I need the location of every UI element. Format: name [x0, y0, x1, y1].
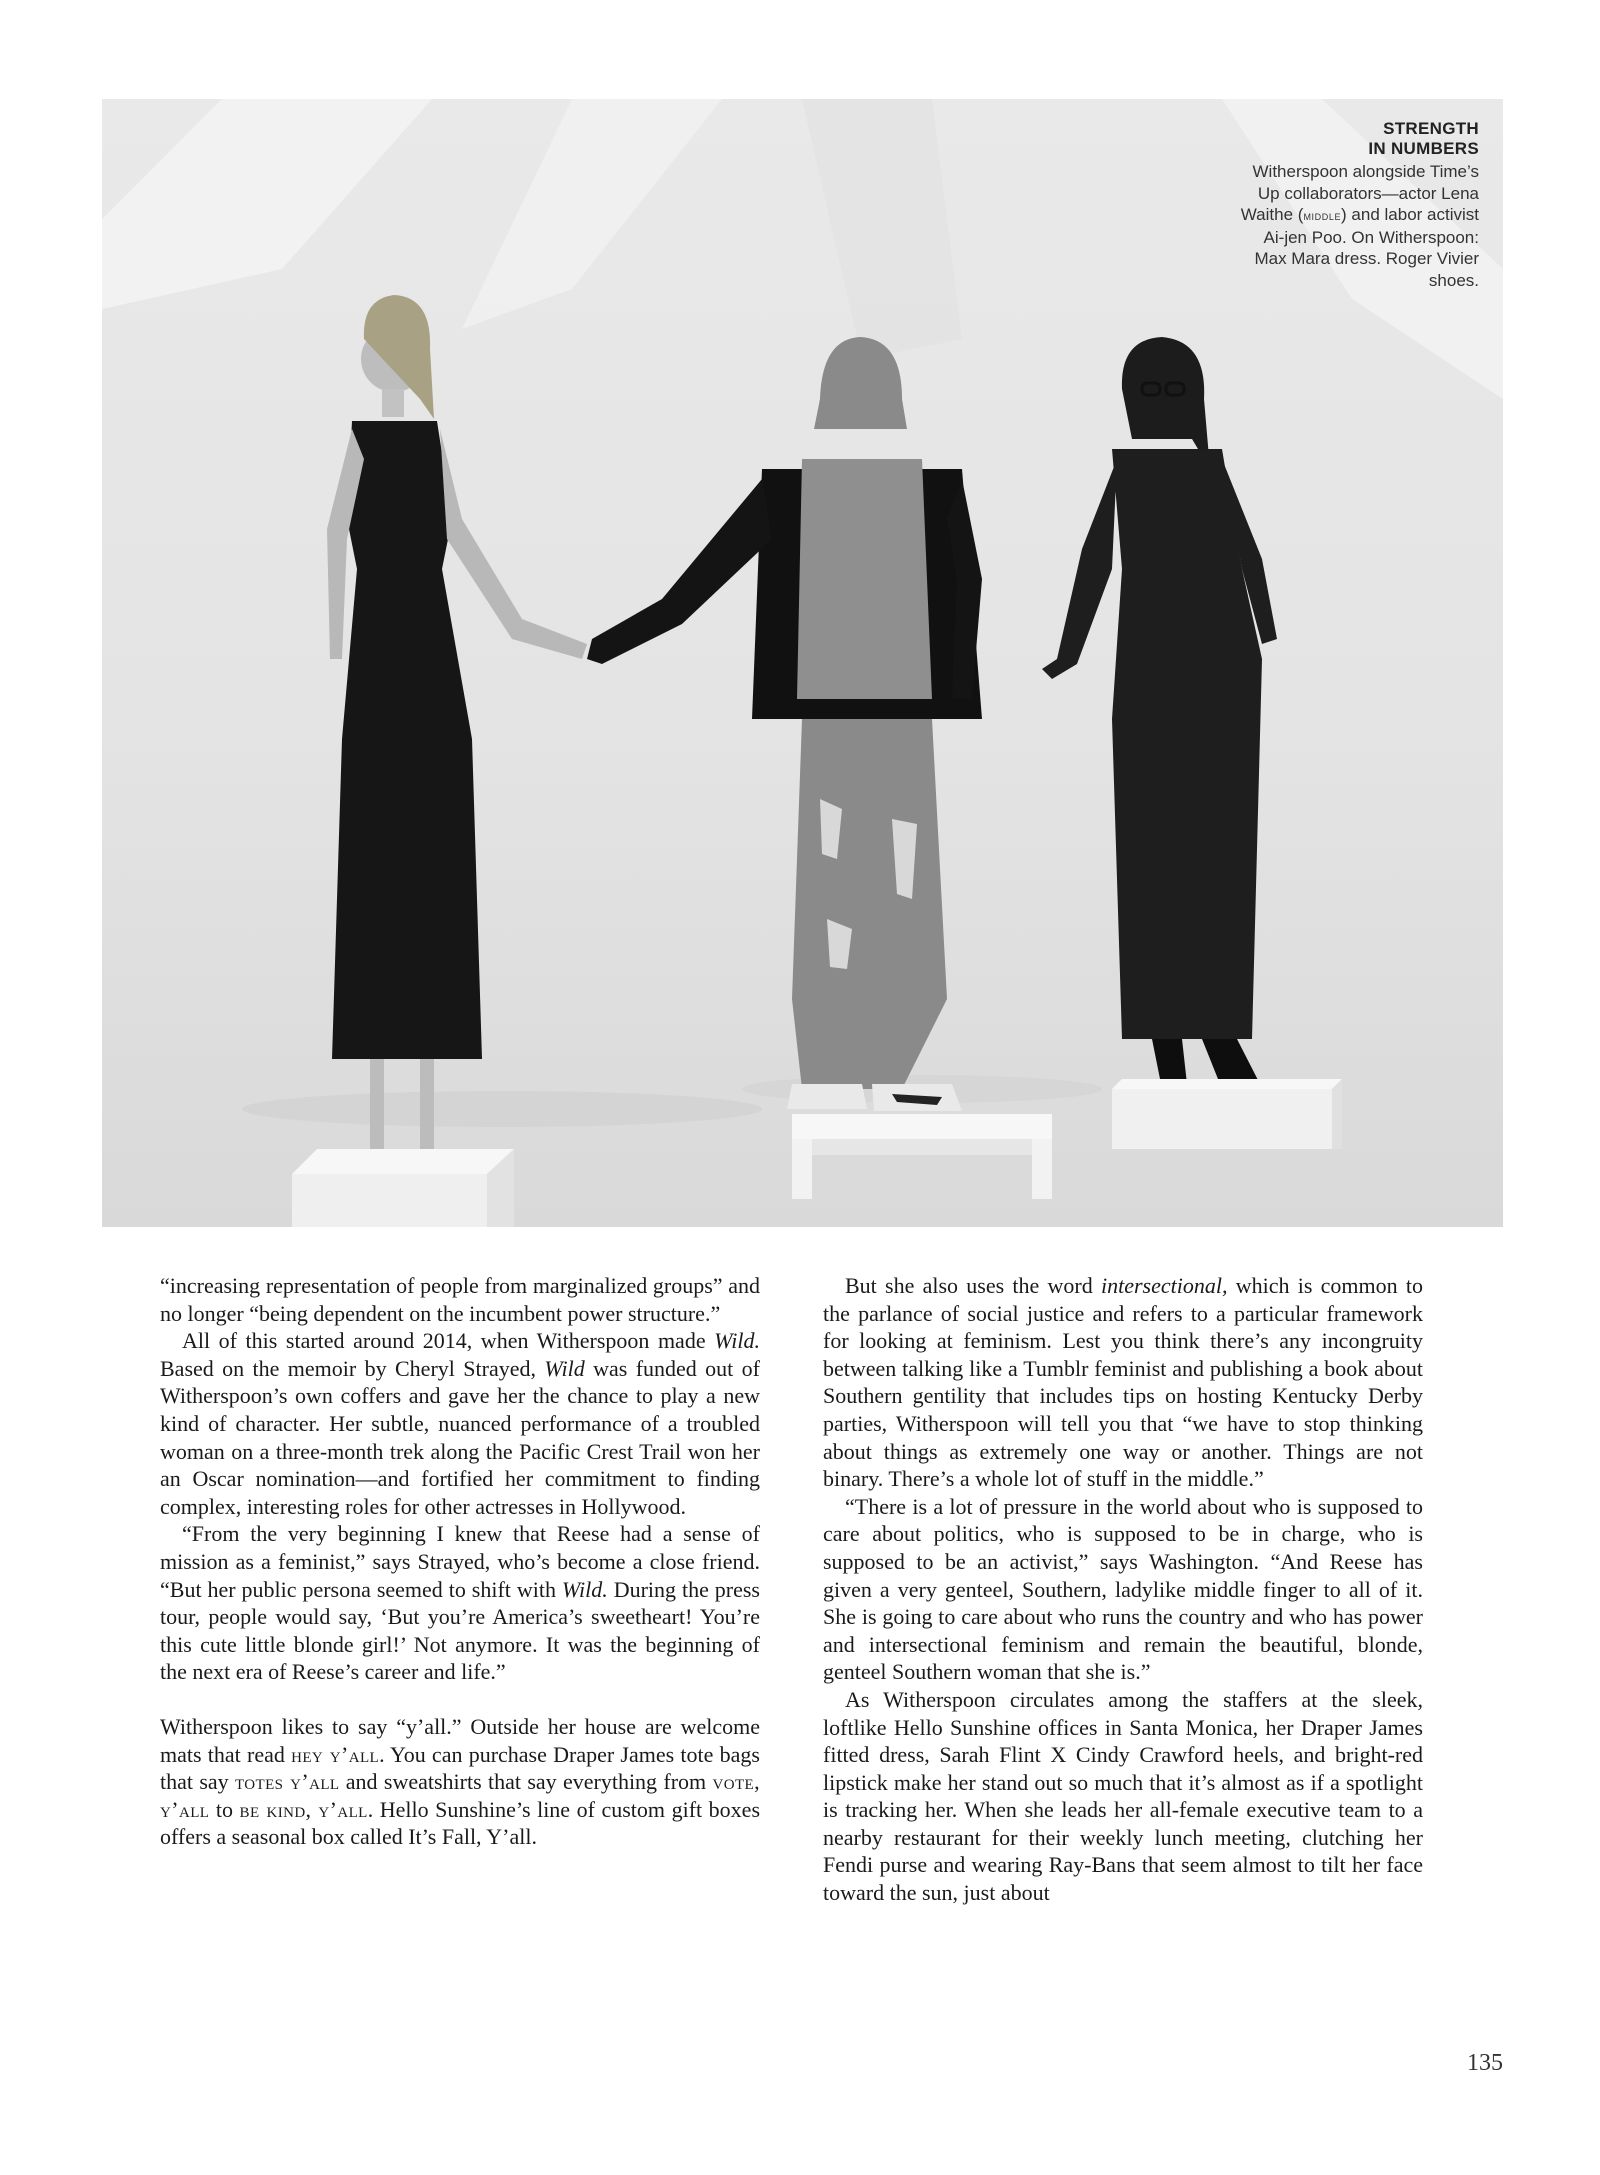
- right-p1-text-a: But she also uses the word: [845, 1273, 1101, 1298]
- feature-photo: [102, 99, 1503, 1227]
- caption-title-line2: IN NUMBERS: [1368, 139, 1479, 158]
- caption-title: [1239, 119, 1479, 159]
- photo-caption: [1239, 119, 1479, 291]
- caption-text-part1: Witherspoon alongside Time’s Up collaborators—actor Lena Waithe (: [1240, 162, 1479, 224]
- right-paragraph-1: [823, 1272, 1423, 1493]
- caption-middle: middle: [1303, 208, 1342, 223]
- left-paragraph-3: [160, 1520, 760, 1686]
- caption-text-part2: ) and labor activist Ai-jen Poo. On Witherspoon: Max Mara dress. Roger Vivier shoes.: [1254, 205, 1479, 290]
- left-p2-text-c: was funded out of Witherspoon’s own coffers and gave her the chance to play a new kind of character. Her subtle, nuanced performance of a troubled woman on a three-month trek along the Pacific Crest Trail won her an Oscar nomination—and fortified her commitment to finding complex, interesting roles for other actresses in Hollywood.: [160, 1355, 760, 1519]
- left-p3-italic-wild: Wild.: [561, 1576, 608, 1602]
- left-paragraph-4: [160, 1713, 760, 1851]
- small-caps-totes-yall: totes y’all: [235, 1769, 340, 1795]
- left-p4-text-b: . You can purchase Draper James tote bags that say: [160, 1741, 760, 1795]
- right-p1-italic-intersectional: intersectional,: [1101, 1273, 1228, 1298]
- figure-middle: [587, 337, 1052, 1199]
- left-p4-text-e: . Hello Sunshine’s line of custom gift boxes offers a seasonal box called It’s Fall, Y’all.: [160, 1796, 761, 1850]
- left-column: [160, 1272, 760, 1851]
- left-paragraph-1: “increasing representation of people from marginalized groups” and no longer “being dependent on the incumbent power structure.”: [160, 1273, 760, 1326]
- right-column: [823, 1272, 1423, 1907]
- left-p2-italic-wild-2: Wild: [544, 1355, 585, 1381]
- small-caps-vote-yall: vote, y’all: [160, 1769, 760, 1822]
- right-p1-text-b: which is common to the parlance of social justice and refers to a particular framework for looking at feminism. Lest you think there’s any incongruity between talking like a Tumblr feminist and publishing a book about Southern gentility that includes tips on hosting Kentucky Derby parties, Witherspoon will tell you that “we have to stop thinking about things as extremely one way or another. Things are not binary. There’s a whole lot of stuff in the middle.”: [823, 1273, 1423, 1492]
- figure-right: [1042, 337, 1342, 1149]
- left-p2-italic-wild-1: Wild.: [714, 1328, 760, 1354]
- left-p3-text-a: “From the very beginning I knew that Reese had a sense of mission as a feminist,” says Strayed, who’s become a close friend. “But her public persona seemed to shift with: [160, 1521, 760, 1602]
- left-p2-text-b: Based on the memoir by Cheryl Strayed,: [160, 1355, 545, 1381]
- small-caps-be-kind-yall: be kind, y’all: [239, 1796, 368, 1822]
- caption-title-line1: STRENGTH: [1383, 119, 1479, 138]
- left-p4-text-c: and sweatshirts that say everything from: [339, 1769, 713, 1795]
- figure-left: [292, 295, 587, 1227]
- left-p3-text-b: During the press tour, people would say, ‘But you’re America’s sweetheart! You’re this cute little blonde girl!’ Not anymore. It was the beginning of the next era of Reese’s career and life.”: [160, 1576, 760, 1685]
- right-paragraph-3: As Witherspoon circulates among the staffers at the sleek, loftlike Hello Sunshine offices in Santa Monica, her Draper James fitted dress, Sarah Flint X Cindy Crawford heels, and bright-red lipstick make her stand out so much that it’s almost as if a spotlight is tracking her. When she leads her all-female executive team to a nearby restaurant for their weekly lunch meeting, clutching her Fendi purse and wearing Ray-Bans that seem almost to tilt her face toward the sun, just about: [823, 1686, 1423, 1906]
- caption-text: [1239, 161, 1479, 291]
- left-p2-text-a: All of this started around 2014, when Witherspoon made: [182, 1328, 715, 1354]
- page-number: 135: [1467, 2050, 1503, 2076]
- left-paragraph-2: [160, 1327, 760, 1520]
- left-p4-text-a: Witherspoon likes to say “y’all.” Outside her house are welcome mats that read: [160, 1713, 760, 1767]
- right-paragraph-2: “There is a lot of pressure in the world about who is supposed to care about politics, who is supposed to be in charge, who is supposed to be an activist,” says Washington. “And Reese has given a very genteel, Southern, ladylike middle finger to all of it. She is going to care about who runs the country and who has power and intersectional feminism and remain the beautiful, blonde, genteel Southern woman that she is.”: [823, 1493, 1423, 1685]
- small-caps-hey-yall: hey y’all: [291, 1741, 380, 1767]
- left-p4-text-d: to: [209, 1796, 240, 1822]
